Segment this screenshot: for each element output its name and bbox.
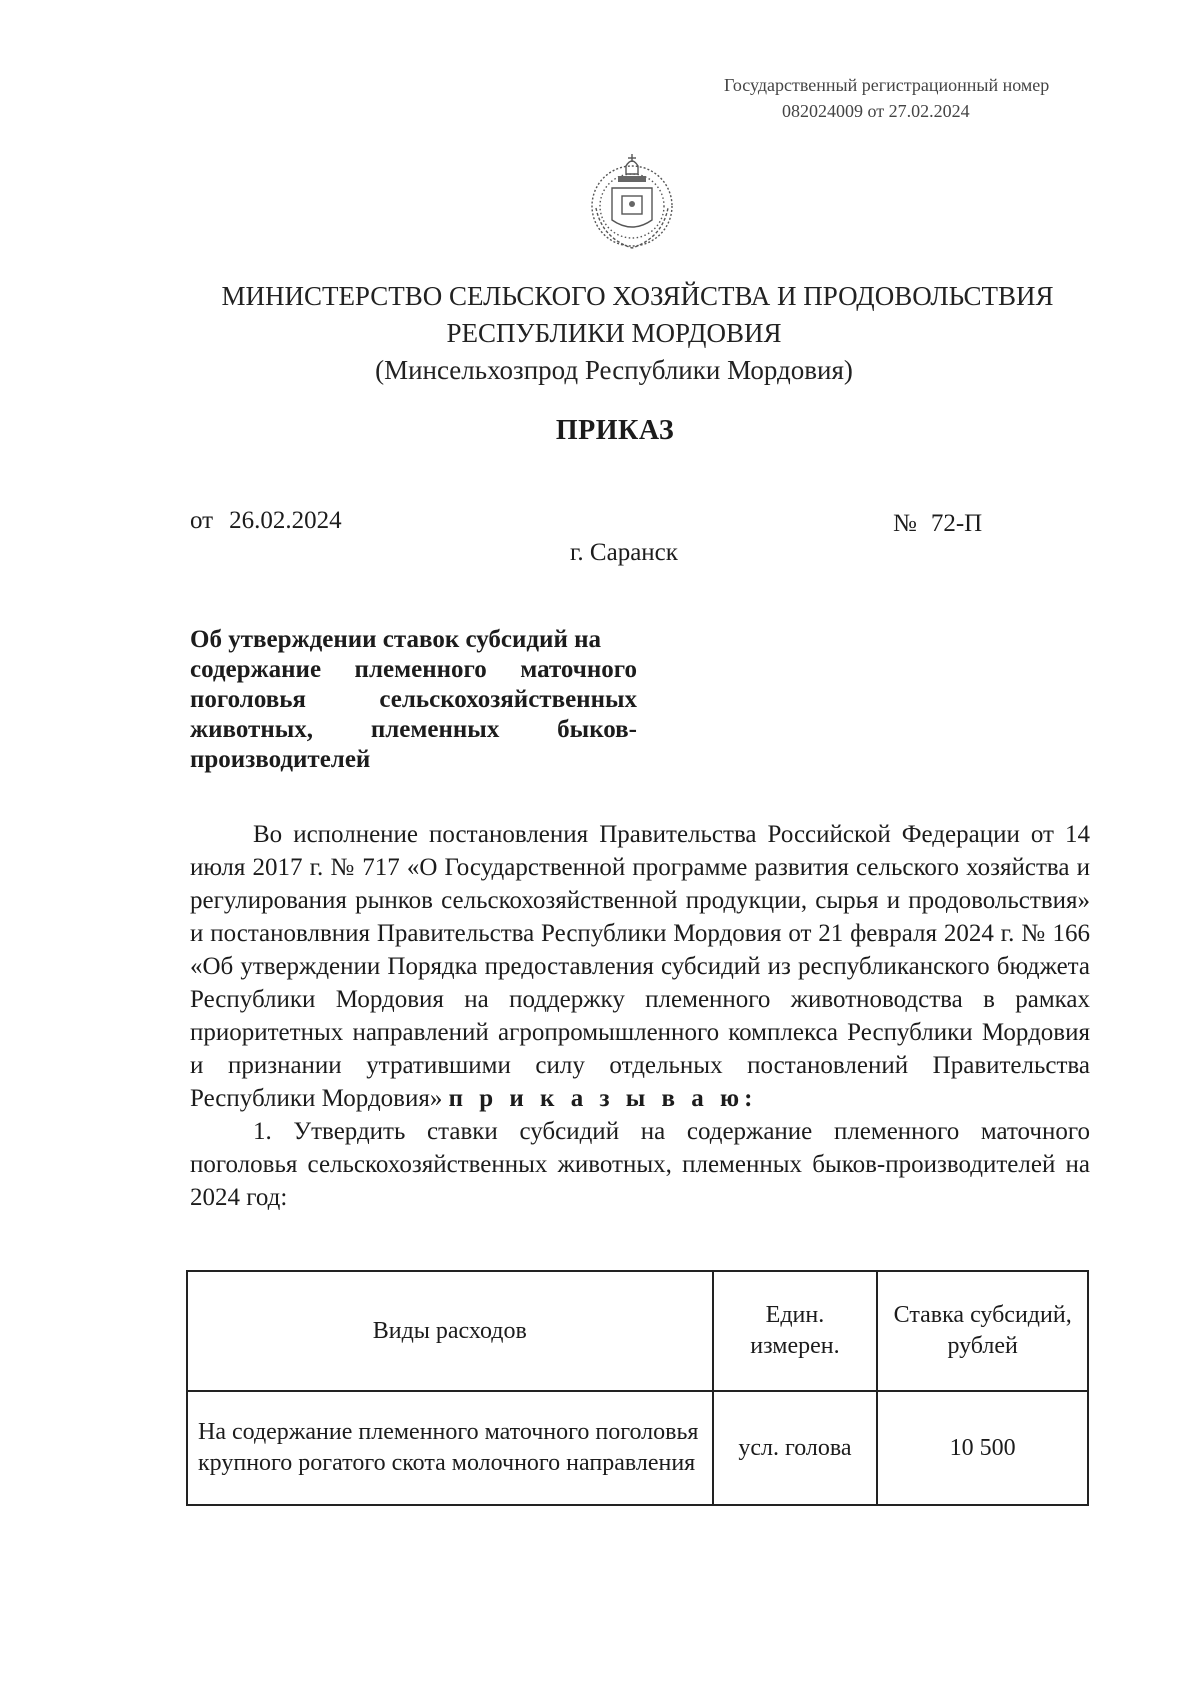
subject-word: племенных xyxy=(370,716,500,743)
subject-line xyxy=(190,745,637,775)
item-1-paragraph: 1. Утвердить ставки субсидий на содержание племенного маточного поголовья сельскохозяйственных животных, племенных быков-производителей на 2024 год: xyxy=(190,1118,1090,1211)
subject-line xyxy=(190,625,637,655)
document-title: ПРИКАЗ xyxy=(555,415,675,446)
cell-expense-type: На содержание племенного маточного поголовья крупного рогатого скота молочного направления xyxy=(187,1391,713,1505)
table-row xyxy=(187,1391,1088,1505)
subject-line xyxy=(190,685,637,715)
subject-word: поголовья xyxy=(190,686,306,713)
registration-line-2: 082024009 от 27.02.2024 xyxy=(782,101,970,121)
city: г. Саранск xyxy=(570,539,678,566)
coat-of-arms-icon xyxy=(582,148,682,258)
subject-word: маточного xyxy=(520,656,637,683)
subject-word: сельскохозяйственных xyxy=(379,686,637,713)
ministry-name-line-2: РЕСПУБЛИКИ МОРДОВИЯ xyxy=(446,318,782,348)
subject-word: животных, xyxy=(190,716,313,743)
subject-word: племенного xyxy=(354,656,487,683)
ministry-short-name: (Минсельхозпрод Республики Мордовия) xyxy=(375,355,853,385)
order-date xyxy=(190,507,342,535)
registration-line-1: Государственный регистрационный номер xyxy=(724,75,1050,95)
header-unit: Един. измерен. xyxy=(713,1271,878,1391)
date-prefix: от xyxy=(190,507,214,534)
ministry-header xyxy=(0,278,1200,389)
date-value: 26.02.2024 xyxy=(229,507,342,534)
header-rate: Ставка субсидий, рублей xyxy=(877,1271,1088,1391)
number-prefix: № xyxy=(893,510,917,537)
subsidy-rates-table xyxy=(186,1270,1089,1506)
order-subject xyxy=(190,625,637,775)
ministry-name-line-1: МИНИСТЕРСТВО СЕЛЬСКОГО ХОЗЯЙСТВА И ПРОДОВОЛЬСТВИЯ xyxy=(221,281,1054,311)
subject-word: производителей xyxy=(190,746,371,773)
order-number xyxy=(893,510,982,538)
registration-number-block xyxy=(724,72,1144,124)
subject-line xyxy=(190,715,637,745)
cell-unit: усл. голова xyxy=(713,1391,878,1505)
header-expense-type: Виды расходов xyxy=(187,1271,713,1391)
subject-word: Об утверждении ставок субсидий на xyxy=(190,626,602,653)
order-command: п р и к а з ы в а ю: xyxy=(448,1085,758,1112)
subject-word: быков- xyxy=(557,716,637,743)
preamble-text: Во исполнение постановления Правительства Российской Федерации от 14 июля 2017 г. № 717 «О Государственной программе развития сельского хозяйства и регулирования рынков сельскохозяйственной продукции, сырья и продовольствия» и постановлвния Правительства Республики Мордовия от 21 февраля 2024 г. № 166 «Об утверждении Порядка предоставления субсидий из республиканского бюджета Республики Мордовия на поддержку племенного животноводства в рамках приоритетных направлений агропромышленного комплекса Республики Мордовия и признании утратившими силу отдельных постановлений Правительства Республики Мордовия» xyxy=(190,821,1090,1112)
subject-word: содержание xyxy=(190,656,322,683)
order-body xyxy=(190,818,1090,1214)
number-value: 72-П xyxy=(930,510,983,537)
preamble-paragraph xyxy=(190,818,1090,1115)
cell-rate: 10 500 xyxy=(877,1391,1088,1505)
subject-line xyxy=(190,655,637,685)
table-header-row xyxy=(187,1271,1088,1391)
